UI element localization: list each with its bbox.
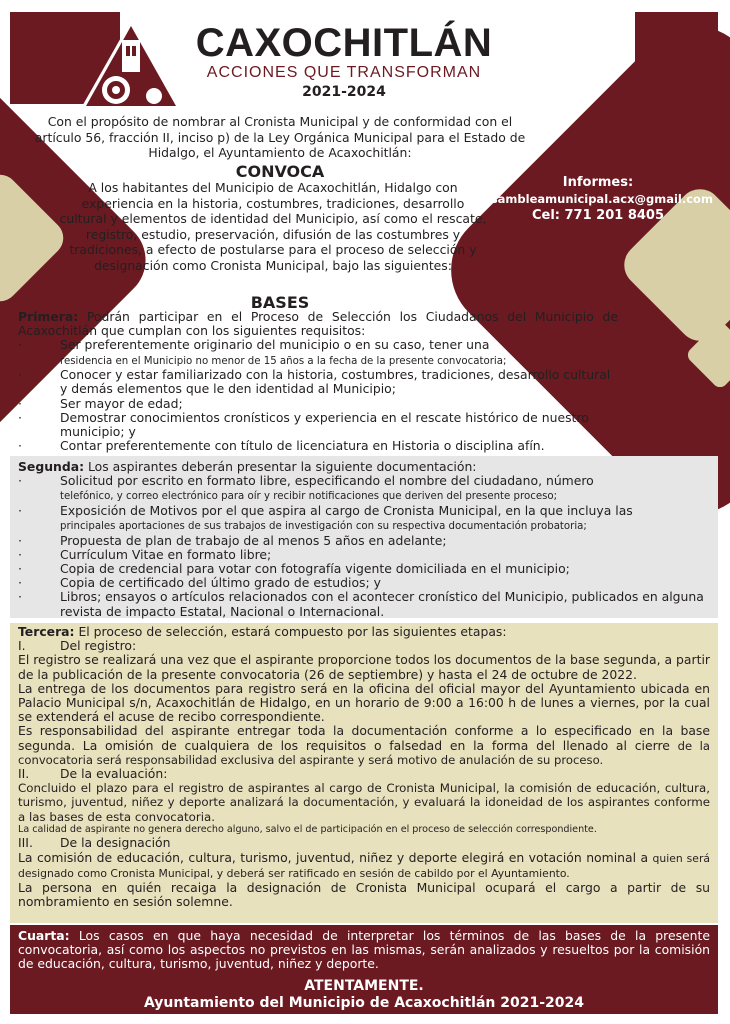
stage-paragraph xyxy=(18,724,710,767)
primera-lead-text: Podrán participar en el Proceso de Selección los Ciudadanos del Municipio de Acaxochitlán que cumplan con los siguientes requisitos: xyxy=(18,309,618,339)
bullet: · xyxy=(18,546,22,562)
stage-paragraph-text: quien será designado como Cronista Municipal, y deberá ser ratificado en sesión de cabildo por el Ayuntamiento. xyxy=(18,851,710,880)
bullet: · xyxy=(18,561,22,577)
base-segunda xyxy=(10,456,718,618)
stage-title: De la evaluación: xyxy=(60,766,168,782)
stage-paragraph: La entrega de los documentos para registro será en la oficina del oficial mayor del Ayuntamiento ubicada en Palacio Municipal s/n, Acaxochitlán de Hidalgo, en un horario de 9:00 a 16:00 h de lunes a viernes, por la cual se extenderá el acuse de recibo correspondiente. xyxy=(18,680,710,725)
list-item xyxy=(18,504,710,534)
header-brand xyxy=(164,22,524,100)
list-item-text: Conocer y estar familiarizado con la historia, costumbres, tradiciones, desarrollo cultural y demás elementos que le den identidad al Municipio; xyxy=(60,367,611,397)
page-title: CAXOCHITLÁN xyxy=(195,21,493,65)
list-item-text: Solicitud por escrito en formato libre, especificando el nombre del ciudadano, número xyxy=(60,473,594,489)
list-item-text: Demostrar conocimientos cronísticos y experiencia en el rescate histórico de nuestro municipio; y xyxy=(60,409,589,439)
bullet: · xyxy=(18,532,22,548)
primera-label: Primera: xyxy=(18,309,79,324)
closing-signature: Ayuntamiento del Municipio de Acaxochitlán 2021-2024 xyxy=(143,994,585,1011)
stage-paragraph-text: La comisión de educación, cultura, turismo, juventud, niñez y deporte elegirá en votación nominal a xyxy=(18,849,649,865)
base-cuarta xyxy=(10,925,718,1014)
intro-paragraph: Con el propósito de nombrar al Cronista Municipal y de conformidad con el artículo 56, fracción II, inciso p) de la Ley Orgánica Municipal para el Estado de Hidalgo, el Ayuntamiento de Acaxochitlán: xyxy=(34,114,526,160)
list-item xyxy=(18,397,618,411)
convoca-paragraph: A los habitantes del Municipio de Acaxochitlán, Hidalgo con experiencia en la historia, costumbres, tradiciones, desarrollo cultural y elementos de identidad del Municipio, así como el rescate, registro, estudio, preservación, difusión de las costumbres y tradiciones, a efecto de postularse para el proceso de selección y designación como Cronista Municipal, bajo las siguientes: xyxy=(59,180,487,273)
list-item-text: Libros; ensayos o artículos relacionados con el acontecer cronístico del Municipio, publicados en alguna revista de impacto Estatal, Nacional o Internacional. xyxy=(60,589,704,619)
list-item xyxy=(18,576,710,590)
list-item xyxy=(18,411,618,439)
bullet: · xyxy=(18,367,22,383)
list-item xyxy=(18,368,618,396)
list-item xyxy=(18,534,710,548)
stage-heading xyxy=(18,639,710,653)
list-item-text: Propuesta de plan de trabajo de al menos 5 años en adelante; xyxy=(60,532,447,548)
closing-block xyxy=(18,978,710,1012)
list-item-text: Ser mayor de edad; xyxy=(60,395,183,411)
segunda-lead-text: Los aspirantes deberán presentar la siguiente documentación: xyxy=(84,459,477,474)
stage-paragraph-text: de la convocatoria será responsabilidad exclusiva del aspirante y será motivo de anulación de su proceso. xyxy=(18,738,710,767)
cuarta-paragraph xyxy=(18,929,710,972)
list-item xyxy=(18,548,710,562)
bullet: · xyxy=(18,589,22,605)
stage-heading xyxy=(18,836,710,850)
list-item-text: Copia de certificado del último grado de estudios; y xyxy=(60,575,381,591)
tercera-label: Tercera: xyxy=(18,624,75,639)
stage-paragraph: Concluido el plazo para el registro de aspirantes al cargo de Cronista Municipal, la comisión de educación, cultura, turismo, juventud, niñez y deporte analizará la documentación, y evaluará la idoneidad de los aspirantes conforme a las bases de esta convocatoria. xyxy=(18,781,710,824)
list-item xyxy=(18,590,710,618)
tercera-lead-text: El proceso de selección, estará compuesto por las siguientes etapas: xyxy=(74,624,507,639)
stage-title: Del registro: xyxy=(60,638,137,654)
bases-heading: BASES xyxy=(250,293,310,312)
list-item-small-text: principales aportaciones de sus trabajos de investigación con su respectiva documentación probatoria; xyxy=(60,521,587,533)
list-item xyxy=(18,338,618,368)
list-item-text: Copia de credencial para votar con fotografía vigente domiciliada en el municipio; xyxy=(60,561,570,577)
list-item-text: Contar preferentemente con título de licenciatura en Historia o disciplina afín. xyxy=(60,438,545,454)
stage-number: I. xyxy=(18,638,26,654)
bullet: · xyxy=(18,438,22,454)
stage-paragraph xyxy=(18,851,710,881)
cuarta-text: Los casos en que haya necesidad de interpretar los términos de las bases de la presente convocatoria, así como los aspectos no previstos en las mismas, serán analizados y resueltos por la comisión de educación, cultura, turismo, juventud, niñez y deporte. xyxy=(18,928,710,972)
list-item-small-text: telefónico, y correo electrónico para oír y recibir notificaciones que deriven del presente proceso; xyxy=(60,491,558,503)
bullet: · xyxy=(18,337,22,353)
stage-heading xyxy=(18,767,710,781)
tercera-lead xyxy=(18,625,710,639)
bullet: · xyxy=(18,473,22,489)
cuarta-label: Cuarta: xyxy=(18,928,70,943)
base-primera xyxy=(18,310,618,453)
contact-email: asambleamunicipal.acx@gmail.com xyxy=(483,192,713,206)
primera-lead xyxy=(18,310,618,338)
contact-phone: Cel: 771 201 8405 xyxy=(531,208,665,223)
list-item xyxy=(18,474,710,504)
list-item-text: Exposición de Motivos por el que aspira al cargo de Cronista Municipal, en la que incluya las xyxy=(60,502,633,518)
stage-title: De la designación xyxy=(60,835,171,851)
stage-number: III. xyxy=(18,835,33,851)
stage-paragraph-text: Es responsabilidad del aspirante entregar toda la documentación conforme a lo especificado en la base segunda. La omisión de cualquiera de los requisitos o falsedad en la forma del llenado al cierre xyxy=(18,723,710,753)
list-item-text: Currículum Vitae en formato libre; xyxy=(60,546,272,562)
segunda-lead xyxy=(18,460,710,474)
stage-paragraph-small: La calidad de aspirante no genera derecho alguno, salvo el de participación en el proceso de selección correspondiente. xyxy=(18,823,597,835)
bullet: · xyxy=(18,502,22,518)
bullet: · xyxy=(18,409,22,425)
stage-number: II. xyxy=(18,766,30,782)
contact-info xyxy=(478,174,718,225)
list-item xyxy=(18,562,710,576)
administration-years: 2021-2024 xyxy=(302,84,386,100)
stage-paragraph: La persona en quién recaiga la designación de Cronista Municipal ocupará el cargo a partir de su nombramiento en sesión solemne. xyxy=(18,879,710,910)
bullet: · xyxy=(18,395,22,411)
convoca-heading: CONVOCA xyxy=(235,162,325,181)
bullet: · xyxy=(18,575,22,591)
slogan: ACCIONES QUE TRANSFORMAN xyxy=(206,64,482,81)
base-tercera xyxy=(10,623,718,923)
closing-salutation: ATENTAMENTE. xyxy=(304,977,424,994)
list-item-text: Ser preferentemente originario del municipio o en su caso, tener una xyxy=(60,337,490,353)
list-item xyxy=(18,439,618,453)
list-item-small-text: residencia en el Municipio no menor de 15 años a la fecha de la presente convocatoria; xyxy=(60,355,507,367)
segunda-label: Segunda: xyxy=(18,459,85,474)
informes-label: Informes: xyxy=(562,175,634,190)
stage-paragraph: El registro se realizará una vez que el aspirante proporcione todos los documentos de la base segunda, a partir de la publicación de la presente convocatoria (26 de septiembre) y hasta el 24 de octubre de 2022. xyxy=(18,652,710,682)
